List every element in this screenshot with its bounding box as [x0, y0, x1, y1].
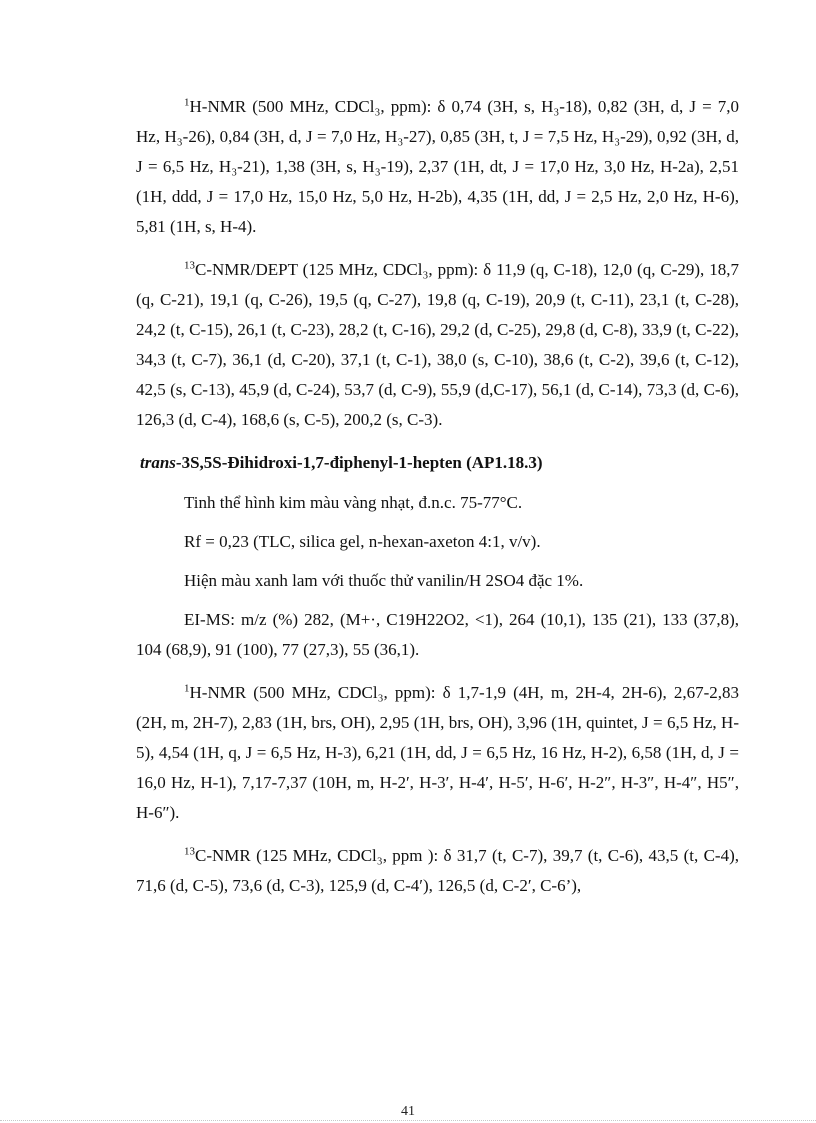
ei-ms-paragraph: EI-MS: m/z (%) 282, (M+·, C19H22O2, <1), 264 (10,1), 135 (21), 133 (37,8), 104 (68,9), 91 (100), 77 (27,3), 55 (36,1). — [136, 610, 739, 659]
isotope-superscript: 13 — [184, 259, 195, 272]
h-nmr-text-2: H-NMR (500 MHz, CDCl₃, ppm): δ 1,7-1,9 (4H, m, 2H-4, 2H-6), 2,67-2,83 (2H, m, 2H-7), 2,83 (1H, brs, OH), 2,95 (1H, brs, OH), 3,96 (1H, quintet, J = 6,5 Hz, H-5), 4,54 (1H, q, J = 6,5 Hz, H-3), 6,21 (1H, dd, J = 6,5 Hz, 16 Hz, H-2), 6,58 (1H, d, J = 16,0 Hz, H-1), 7,17-7,37 (10H, m, H-2′, H-3′, H-4′, H-5′, H-6′, H-2″, H-3″, H-4″, H5″, H-6″). — [136, 683, 739, 822]
h-nmr-text-1: H-NMR (500 MHz, CDCl₃, ppm): δ 0,74 (3H, s, H₃-18), 0,82 (3H, d, J = 7,0 Hz, H₃-26), 0,84 (3H, d, J = 7,0 Hz, H₃-27), 0,85 (3H, t, J = 7,5 Hz, H₃-29), 0,92 (3H, d, J = 6,5 Hz, H₃-21), 1,38 (3H, s, H₃-19), 2,37 (1H, dt, J = 17,0 Hz, 3,0 Hz, H-2a), 2,51 (1H, ddd, J = 17,0 Hz, 15,0 Hz, 5,0 Hz, H-2b), 4,35 (1H, dd, J = 2,5 Hz, 2,0 Hz, H-6), 5,81 (1H, s, H-4). — [136, 97, 739, 236]
c-nmr-text-2: C-NMR (125 MHz, CDCl₃, ppm ): δ 31,7 (t, C-7), 39,7 (t, C-6), 43,5 (t, C-4), 71,6 (d, C-5), 73,6 (d, C-3), 125,9 (d, C-4′), 126,5 (d, C-2′, C-6’), — [136, 846, 739, 895]
isotope-superscript: 1 — [184, 96, 190, 109]
c-nmr-dept-paragraph — [136, 255, 739, 435]
compound-heading — [136, 448, 739, 478]
compound-name: -3S,5S-Đihidroxi-1,7-điphenyl-1-hepten (AP1.18.3) — [175, 453, 543, 472]
color-test-paragraph: Hiện màu xanh lam với thuốc thử vanilin/H 2SO4 đặc 1%. — [184, 571, 584, 590]
compound-italic-prefix: trans — [140, 453, 176, 472]
h-nmr-paragraph-2 — [136, 678, 739, 828]
page-number: 41 — [401, 1104, 415, 1119]
footer-divider — [0, 1120, 816, 1121]
h-nmr-paragraph-1 — [136, 92, 739, 242]
appearance-paragraph: Tinh thể hình kim màu vàng nhạt, đ.n.c. 75-77°C. — [184, 493, 523, 512]
document-body — [136, 92, 739, 914]
c-nmr-paragraph-2 — [136, 841, 739, 901]
isotope-superscript: 13 — [184, 845, 195, 858]
c-nmr-dept-text: C-NMR/DEPT (125 MHz, CDCl₃, ppm): δ 11,9 (q, C-18), 12,0 (q, C-29), 18,7 (q, C-21), 19,1 (q, C-26), 19,5 (q, C-27), 19,8 (q, C-19), 20,9 (t, C-11), 23,1 (t, C-28), 24,2 (t, C-15), 26,1 (t, C-23), 28,2 (t, C-16), 29,2 (d, C-25), 29,8 (d, C-8), 33,9 (t, C-22), 34,3 (t, C-7), 36,1 (d, C-20), 37,1 (t, C-1), 38,0 (s, C-10), 38,6 (t, C-2), 39,6 (t, C-12), 42,5 (s, C-13), 45,9 (d, C-24), 53,7 (d, C-9), 55,9 (d,C-17), 56,1 (d, C-14), 73,3 (d, C-6), 126,3 (d, C-4), 168,6 (s, C-5), 200,2 (s, C-3). — [136, 260, 739, 429]
rf-paragraph: Rf = 0,23 (TLC, silica gel, n-hexan-axeton 4:1, v/v). — [184, 532, 541, 551]
isotope-superscript: 1 — [184, 682, 190, 695]
